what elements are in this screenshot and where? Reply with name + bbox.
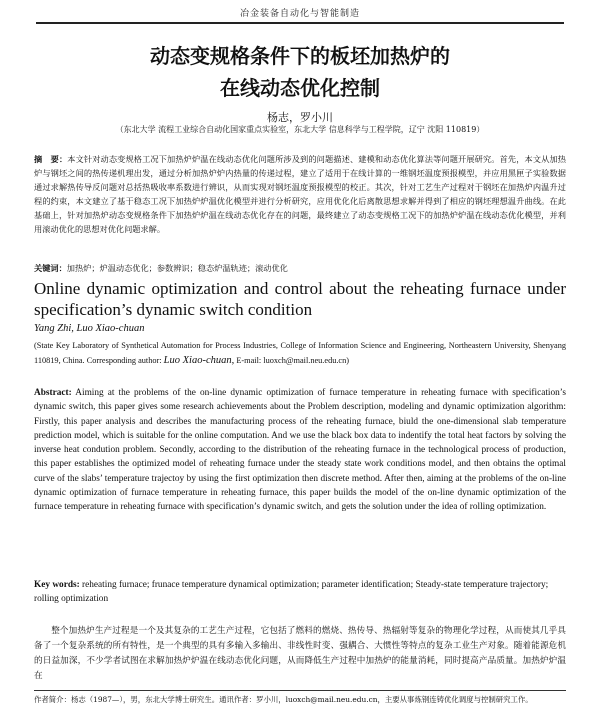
english-keywords-label: Key words: <box>34 580 80 590</box>
chinese-abstract-label: 摘 要： <box>34 154 68 164</box>
english-title: Online dynamic optimization and control about the reheating furnace under specification’s dynamic switch condition <box>34 279 566 319</box>
english-affiliation <box>34 339 566 368</box>
corresponding-author-name: Luo Xiao-chuan, <box>163 354 235 366</box>
english-abstract-label: Abstract: <box>34 388 72 398</box>
chinese-keywords-label: 关键词： <box>34 263 67 273</box>
chinese-abstract <box>34 152 566 236</box>
english-abstract <box>34 386 566 515</box>
body-paragraph: 整个加热炉生产过程是一个及其复杂的工艺生产过程，它包括了燃料的燃烧、热传导、热辐射等复杂的物理化学过程，从而使其几乎具备了一个复杂系统的所有特性，是一个典型的具有多输入多输出、非线性时变、强耦合、大惯性等特点的复杂工业生产对象。随着能源危机的日益加深，不少学者试图在求解加热炉炉温在线动态优化问题，从而降低生产过程中加热炉的能量消耗，同时提高产品质量。加热炉炉温在 <box>34 626 566 681</box>
english-keywords-text: reheating furnace; frunace temperature dynamical optimization; parameter identification; Steady-state temperature trajectory; rolling optimization <box>34 580 549 605</box>
chinese-affiliation: （东北大学 流程工业综合自动化国家重点实验室，东北大学 信息科学与工程学院，辽宁 沈阳 110819） <box>115 125 485 134</box>
chinese-title-line-1: 动态变规格条件下的板坯加热炉的 <box>150 44 450 68</box>
english-affiliation-text: (State Key Laboratory of Synthetical Automation for Process Industries, College of Information Science and Engineering, Northeastern University, Shenyang 110819, China. Corresponding author: <box>34 341 566 365</box>
author-footnote: 作者简介：杨志（1987—），男，东北大学博士研究生。通讯作者：罗小川，luoxch@mail.neu.edu.cn，主要从事炼钢连铸优化调度与控制研究工作。 <box>34 690 566 705</box>
running-head: 冶金装备自动化与智能制造 <box>36 6 564 24</box>
english-abstract-text: Aiming at the problems of the on-line dynamic optimization of furnace temperature in reheating furnace with specification’s dynamic switch, this paper gives some research achievements about the Problem description, modeling and dynamic optimization algorithm: Firstly, this paper analysis and describes the manufacturing process of the reheating furnace, biuld the one-dimensional slab temperature prediction model, which is suitable for the online computation. And we use the black box data to indentify the total heat factors by solving the inverse heat condution problem. Secondly, according to the distribution of the reheating furnace in the technological process of production, this paper establishes the optimized model of reheating furnace under the steady state work conditions model, and then obtains the optimal curve of the slabs’ temperature trajectoy by using the first optimization then discrete method. After then, aiming at the problems of the on-line dynamic optimization of furnace temperature in reheating furnace, this paper builds the model of the on-line dynamic optimization of the furnace temperature in reheating furnace with specification’s dynamic switch, and gets the solution under the idea of rolling optimization. <box>34 388 567 513</box>
chinese-keywords <box>34 262 566 274</box>
corresponding-email: E-mail: luoxch@mail.neu.edu.cn) <box>236 355 350 365</box>
english-authors: Yang Zhi, Luo Xiao-chuan <box>34 323 145 334</box>
chinese-title-line-2: 在线动态优化控制 <box>220 76 380 100</box>
chinese-abstract-text: 本文针对动态变规格工况下加热炉炉温在线动态优化问题所涉及到的问题描述、建模和动态优化算法等问题开展研究。首先，本文从加热炉与钢坯之间的热传递机理出发，通过分析加热炉炉内热量的传递过程，建立了适用于在线计算的一维钢坯温度预报模型，并应用黑匣子实验数据通过求解热传导反问题对总括热吸收率系数进行辨识，从而实现对钢坯温度预报模型的校正。其次，针对工艺生产过程对于钢坯在加热炉内温升过程的约束，本文建立了基于稳态工况下加热炉炉温优化模型并进行分析研究，应用优化化后离散思想求解并得到了相应的钢坯理想温升曲线。在此基础上，针对加热炉动态变规格条件下加热炉炉温在线动态优化存在的问题，最终建立了动态变规格工况下的加热炉炉温在线动态优化模型，并利用滚动优化的思想对优化问题求解。 <box>34 154 566 234</box>
chinese-keywords-text: 加热炉；炉温动态优化；参数辨识；稳态炉温轨迹；滚动优化 <box>66 263 288 273</box>
english-keywords <box>34 578 566 607</box>
chinese-authors: 杨志，罗小川 <box>267 111 333 124</box>
